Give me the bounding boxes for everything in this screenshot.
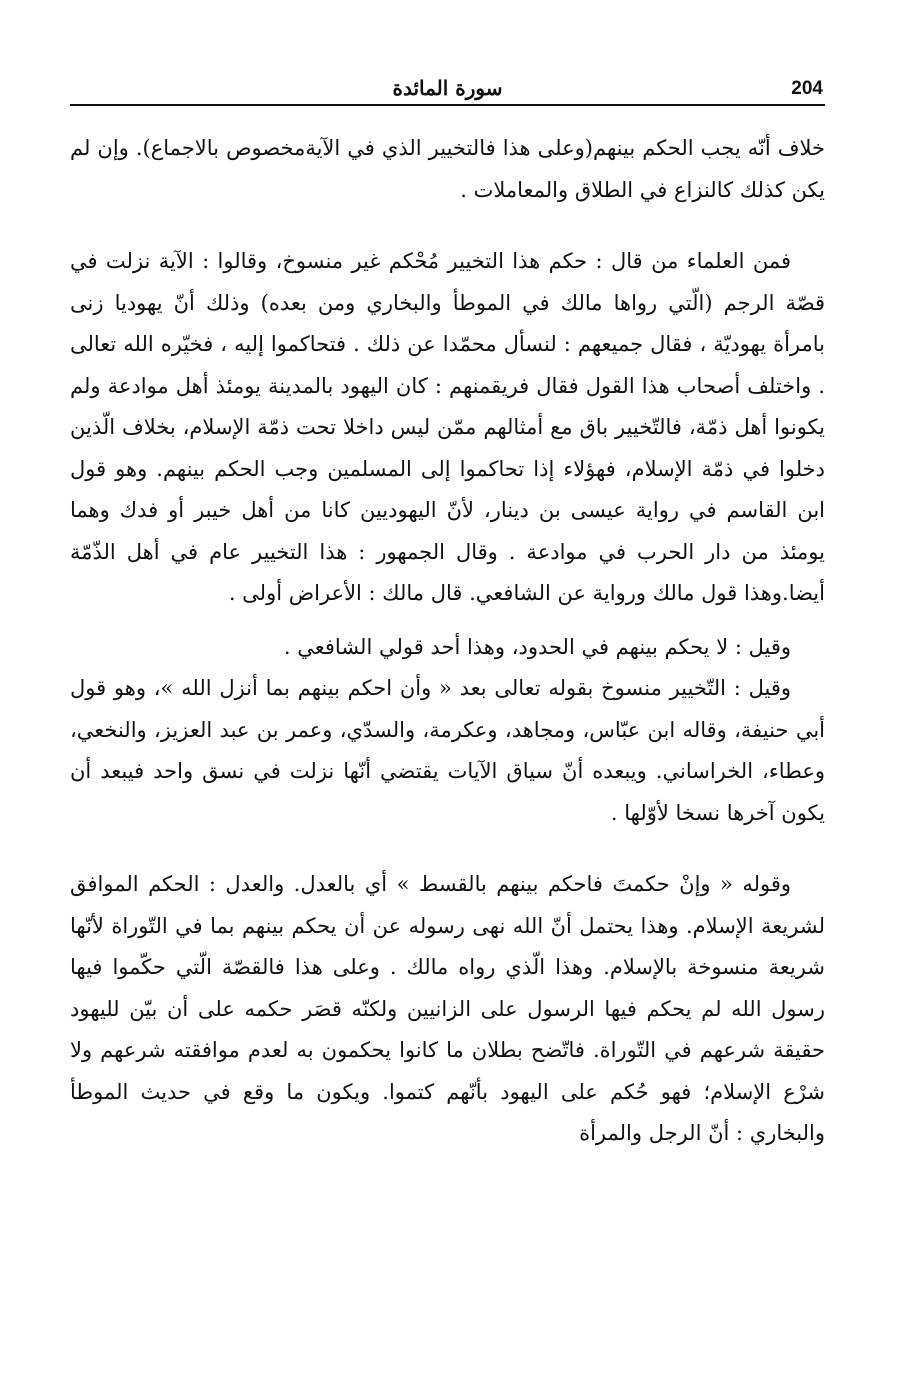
header-rule: [70, 104, 825, 106]
page-header: [70, 72, 825, 106]
page-body: [70, 128, 825, 1155]
paragraph-gap: [70, 834, 825, 864]
paragraph-5: وقوله « وإنْ حكمتَ فاحكم بينهم بالقسط » أي بالعدل. والعدل : الحكم الموافق لشريعة الإسلام. وهذا يحتمل أنّ الله نهى رسوله عن أن يحكم بينهم بما في التّوراة لأنّها شريعة منسوخة بالإسلام. وهذا الّذي رواه مالك . وعلى هذا فالقصّة الّتي حكّموا فيها رسول الله لم يحكم فيها الرسول على الزانيين ولكنّه قصَر حكمه على أن بيّن لليهود حقيقة شرعهم في التّوراة. فاتّضح بطلان ما كانوا يحكمون به لعدم موافقته شرعهم ولا شرْع الإسلام؛ فهو حُكم على اليهود بأنّهم كتموا. ويكون ما وقع في حديث الموطأ والبخاري : أنّ الرجل والمرأة: [70, 872, 826, 1145]
page-number: 204: [791, 78, 823, 99]
paragraph-4: وقيل : التّخيير منسوخ بقوله تعالى بعد « وأن احكم بينهم بما أنزل الله »، وهو قول أبي حنيفة، وقاله ابن عبّاس، ومجاهد، وعكرمة، والسدّي، وعمر بن عبد العزيز، والنخعي، وعطاء، الخراساني. ويبعده أنّ سياق الآيات يقتضي أنّها نزلت في نسق واحد فيبعد أن يكون آخرها نسخا لأوّلها .: [70, 676, 825, 825]
paragraph-3: وقيل : لا يحكم بينهم في الحدود، وهذا أحد قولي الشافعي .: [283, 634, 791, 659]
paragraph-gap: [70, 211, 825, 241]
paragraph-1: خلاف أنّه يجب الحكم بينهم(وعلى هذا فالتخيير الذي في الآيةمخصوص بالاجماع). وإن لم يكن كذلك كالنزاع في الطلاق والمعاملات .: [70, 136, 825, 202]
book-page: [70, 72, 825, 1155]
paragraph-gap: [70, 615, 825, 627]
surah-title: سورة المائدة: [392, 76, 503, 100]
paragraph-2: فمن العلماء من قال : حكم هذا التخيير مُحْكم غير منسوخ، وقالوا : الآية نزلت في قصّة الرجم (الّتي رواها مالك في الموطأ والبخاري ومن بعده) وذلك أنّ يهوديا زنى بامرأة يهوديّة ، فقال جميعهم : لنسأل محمّدا عن ذلك . فتحاكموا إليه ، فخيّره الله تعالى . واختلف أصحاب هذا القول فقال فريقمنهم : كان اليهود بالمدينة يومئذ أهل موادعة ولم يكونوا أهل ذمّة، فالتّخيير باق مع أمثالهم ممّن ليس داخلا تحت ذمّة الإسلام، بخلاف الّذين دخلوا في ذمّة الإسلام، فهؤلاء إذا تحاكموا إلى المسلمين وجب الحكم بينهم. وهو قول ابن القاسم في رواية عيسى بن دينار، لأنّ اليهوديين كانا من أهل خيبر أو فدك وهما يومئذ من دار الحرب في موادعة . وقال الجمهور : هذا التخيير عام في أهل الذّمّة أيضا.وهذا قول مالك ورواية عن الشافعي. قال مالك : الأعراض أولى .: [70, 249, 825, 605]
